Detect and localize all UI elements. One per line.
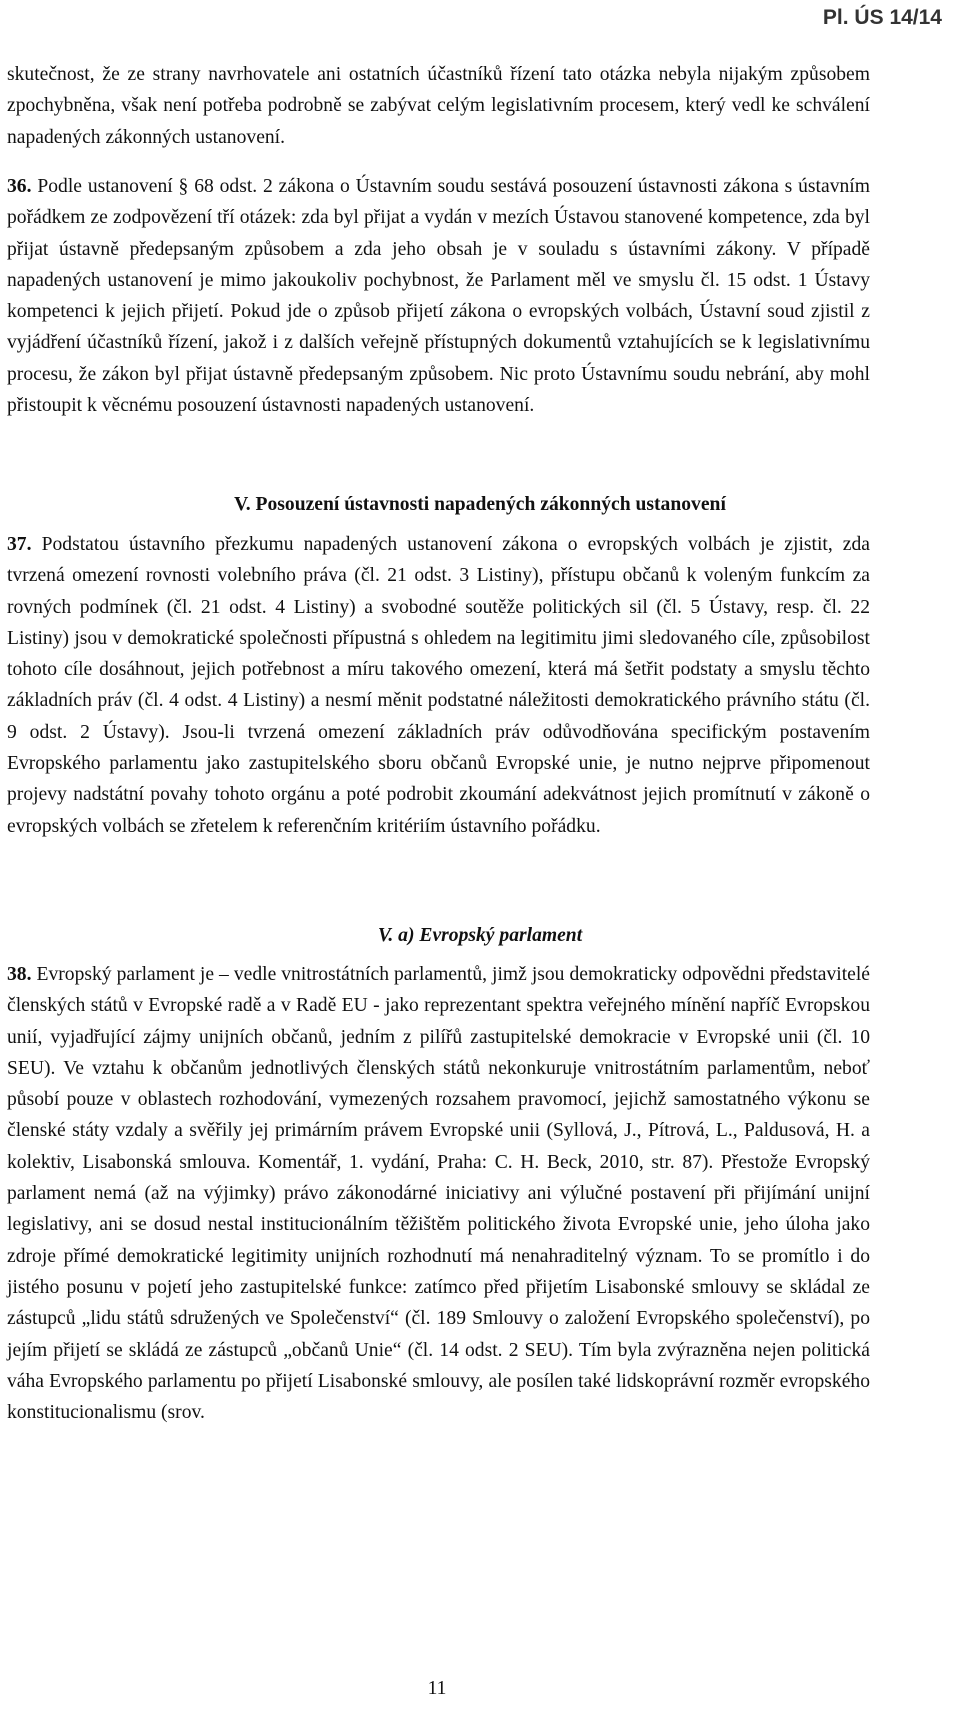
- section-heading-posouzeni: V. Posouzení ústavnosti napadených zákonných ustanovení: [234, 494, 726, 515]
- paragraph-number: 36.: [7, 176, 32, 197]
- paragraph-number: 38.: [7, 964, 32, 985]
- paragraph-37: [7, 529, 870, 842]
- section-heading-evropsky-parlament: V. a) Evropský parlament: [377, 925, 583, 946]
- page-number: 11: [427, 1678, 447, 1699]
- paragraph-38: [7, 959, 870, 1428]
- paragraph-text: Podstatou ústavního přezkumu napadených ustanovení zákona o evropských volbách je zjistit, zda tvrzená omezení rovnosti volebního práva (čl. 21 odst. 3 Listiny), přístupu občanů k voleným funkcím za rovných podmínek (čl. 21 odst. 4 Listiny) a svobodné soutěže politických sil (čl. 5 Ústavy, resp. čl. 22 Listiny) jsou v demokratické společnosti přípustná s ohledem na legitimitu jimi sledovaného cíle, způsobilost tohoto cíle dosáhnout, jejich potřebnost a míru takového omezení, která má šetřit podstaty a smyslu těchto základních práv (čl. 4 odst. 4 Listiny) a nesmí měnit podstatné náležitosti demokratického právního státu (čl. 9 odst. 2 Ústavy). Jsou-li tvrzená omezení základních práv odůvodňována specifickým postavením Evropského parlamentu jako zastupitelského sboru občanů Evropské unie, je nutno nejprve připomenout projevy nadstátní povahy tohoto orgánu a poté podrobit zkoumání adekvátnost jejich promítnutí v zákoně o evropských volbách se zřetelem k referenčním kritériím ústavního pořádku.: [7, 534, 870, 837]
- paragraph-text: Evropský parlament je – vedle vnitrostátních parlamentů, jimž jsou demokraticky odpovědni představitelé členských států v Evropské radě a v Radě EU - jako reprezentant spektra veřejného mínění napříč Evropskou unií, vyjadřující zájmy unijních občanů, jedním z pilířů zastupitelské demokracie v Evropské unii (čl. 10 SEU). Ve vztahu k občanům jednotlivých členských států nekonkuruje vnitrostátním parlamentům, neboť působí pouze v oblastech rozhodování, vymezených rozsahem pravomocí, jejichž samostatného výkonu se členské státy vzdaly a svěřily jej primárním právem Evropské unii (Syllová, J., Pítrová, L., Paldusová, H. a kolektiv, Lisabonská smlouva. Komentář, 1. vydání, Praha: C. H. Beck, 2010, str. 87). Přestože Evropský parlament nemá (až na výjimky) právo zákonodárné iniciativy ani výlučné postavení při přijímání unijní legislativy, ani se dosud nestal institucionálním těžištěm politického života Evropské unie, jeho úloha jako zdroje přímé demokratické legitimity unijních rozhodnutí má nenahraditelný význam. To se promítlo i do jistého posunu v pojetí jeho zastupitelské funkce: zatímco před přijetím Lisabonské smlouvy se skládal ze zástupců „lidu států sdružených ve Společenství“ (čl. 189 Smlouvy o založení Evropského společenství), po jejím přijetí se skládá ze zástupců „občanů Unie“ (čl. 14 odst. 2 SEU). Tím byla zvýrazněna nejen politická váha Evropského parlamentu po přijetí Lisabonské smlouvy, ale posílen také lidskoprávní rozměr evropského konstitucionalismu (srov.: [7, 964, 870, 1424]
- paragraph-text: Podle ustanovení § 68 odst. 2 zákona o Ústavním soudu sestává posouzení ústavnosti zákona s ústavním pořádkem ze zodpovězení tří otázek: zda byl přijat a vydán v mezích Ústavou stanovené kompetence, zda byl přijat ústavně předepsaným způsobem a zda jeho obsah je v souladu s ústavními zákony. V případě napadených ustanovení je mimo jakoukoliv pochybnost, že Parlament měl ve smyslu čl. 15 odst. 1 Ústavy kompetenci k jejich přijetí. Pokud jde o způsob přijetí zákona o evropských volbách, Ústavní soud zjistil z vyjádření účastníků řízení, jakož i z dalších veřejně přístupných dokumentů vztahujících se k legislativnímu procesu, že zákon byl přijat ústavně předepsaným způsobem. Nic proto Ústavnímu soudu nebrání, aby mohl přistoupit k věcnému posouzení ústavnosti napadených ustanovení.: [7, 176, 870, 417]
- paragraph-number: 37.: [7, 534, 32, 555]
- paragraph-text: skutečnost, že ze strany navrhovatele ani ostatních účastníků řízení tato otázka nebyla nijakým způsobem zpochybněna, však není potřeba podrobně se zabývat celým legislativním procesem, který vedl ke schválení napadených zákonných ustanovení.: [7, 64, 870, 148]
- paragraph-36: [7, 171, 870, 421]
- case-reference-header: Pl. ÚS 14/14: [822, 6, 942, 29]
- paragraph-continuation: [7, 59, 870, 153]
